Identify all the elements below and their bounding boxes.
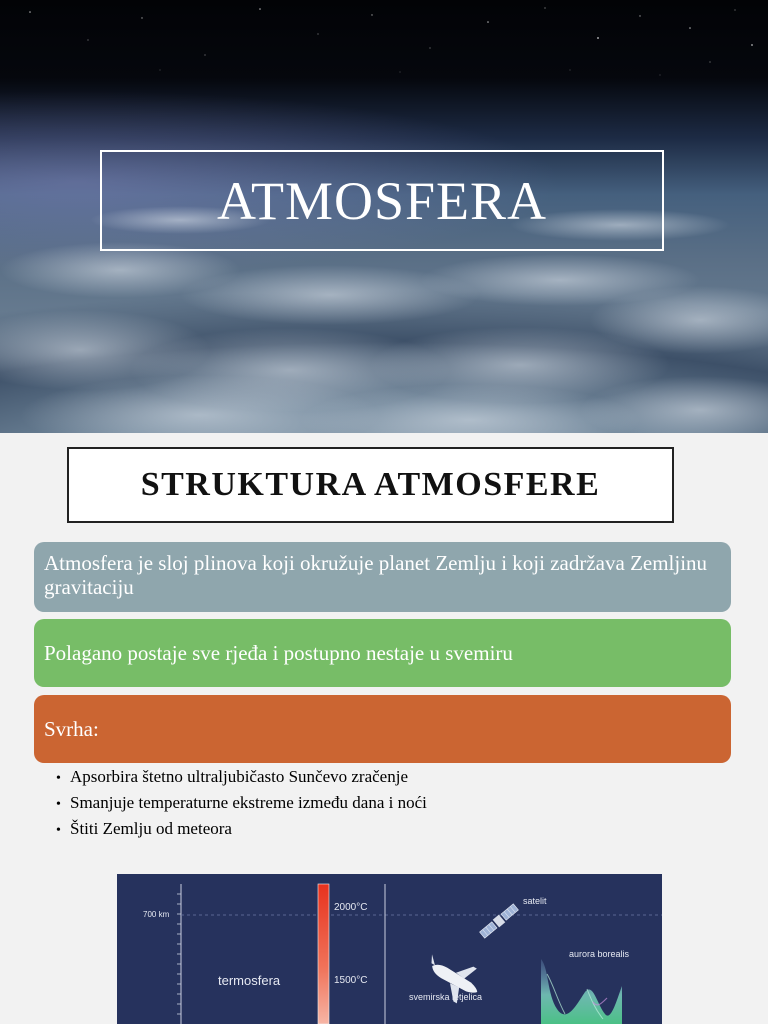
definition-text: Atmosfera je sloj plinova koji okružuje planet Zemlju i koji zadržava Zemljinu gravitaciju (44, 551, 708, 599)
bullet-text: Smanjuje temperaturne ekstreme između dana i noći (70, 793, 427, 812)
bullet-text: Apsorbira štetno ultraljubičasto Sunčevo zračenje (70, 767, 408, 786)
satellite-icon (479, 903, 519, 939)
layer-label: termosfera (218, 973, 281, 988)
aurora-icon (541, 959, 622, 1024)
bullet-text: Štiti Zemlju od meteora (70, 819, 232, 838)
list-item (56, 791, 427, 817)
title-frame (100, 150, 664, 251)
atmosphere-diagram (117, 874, 662, 1024)
thinning-panel (34, 619, 731, 687)
definition-panel (34, 542, 731, 612)
structure-slide (0, 433, 768, 1024)
list-item (56, 817, 427, 843)
bullet-icon: • (56, 771, 61, 786)
purpose-text: Svrha: (44, 717, 99, 741)
purpose-panel (34, 695, 731, 763)
aurora-label: aurora borealis (569, 949, 630, 959)
starfield (0, 0, 768, 120)
temperature-bar (318, 884, 329, 1024)
heading-frame (67, 447, 674, 523)
title-slide (0, 0, 768, 433)
temperature-high-label: 2000°C (334, 902, 368, 913)
shuttle-label: svemirska letjelica (409, 992, 483, 1002)
bullet-icon: • (56, 797, 61, 812)
bullet-icon: • (56, 823, 61, 838)
satellite-label: satelit (523, 896, 547, 906)
axis-ticks (177, 894, 181, 1014)
slide-title: ATMOSFERA (216, 170, 548, 231)
list-item (56, 765, 427, 791)
altitude-label: 700 km (143, 910, 170, 919)
purpose-list (56, 765, 427, 843)
temperature-mid-label: 1500°C (334, 975, 368, 986)
thinning-text: Polagano postaje sve rjeđa i postupno nestaje u svemiru (44, 641, 513, 665)
slide-heading: STRUKTURA ATMOSFERE (140, 466, 601, 503)
